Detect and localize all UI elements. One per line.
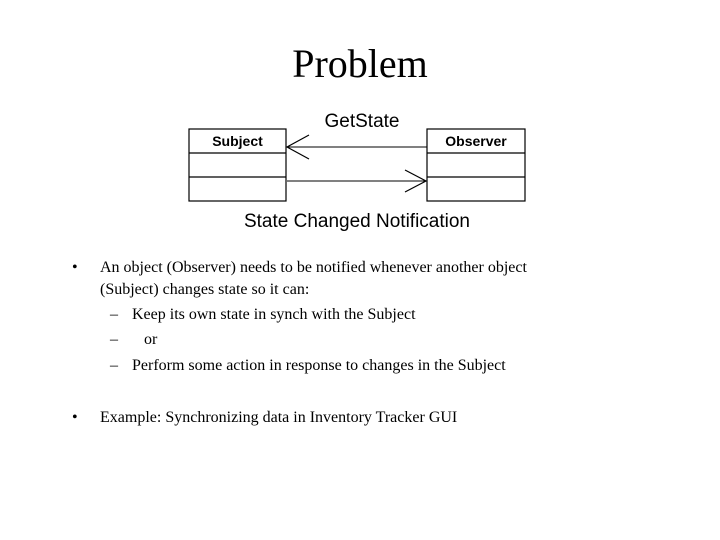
- observer-class-box: [427, 129, 525, 201]
- bullet-text-line: An object (Observer) needs to be notified whenever another object: [100, 259, 527, 276]
- getstate-label: GetState: [324, 111, 400, 132]
- notification-arrow: [287, 170, 426, 192]
- slide-title: Problem: [292, 41, 428, 86]
- sub-bullet-text: Perform some action in response to changes in the Subject: [132, 357, 506, 374]
- observer-class-name: Observer: [445, 133, 507, 149]
- bullet-text-line: Example: Synchronizing data in Inventory Tracker GUI: [100, 409, 458, 426]
- subject-class-name: Subject: [212, 133, 263, 149]
- notification-label: State Changed Notification: [243, 211, 471, 232]
- sub-bullet-text: or: [132, 331, 158, 348]
- subject-class-box: [189, 129, 286, 201]
- bullet-marker: •: [72, 409, 78, 426]
- sub-bullet-marker: –: [110, 306, 118, 323]
- getstate-arrow: [287, 135, 427, 159]
- sub-bullet-text: Keep its own state in synch with the Subject: [132, 306, 416, 323]
- bullet-text-line: (Subject) changes state so it can:: [100, 281, 310, 298]
- sub-bullet-marker: –: [110, 331, 118, 348]
- bullet-marker: •: [72, 259, 78, 276]
- observer-diagram: [0, 0, 720, 250]
- sub-bullet-marker: –: [110, 357, 118, 374]
